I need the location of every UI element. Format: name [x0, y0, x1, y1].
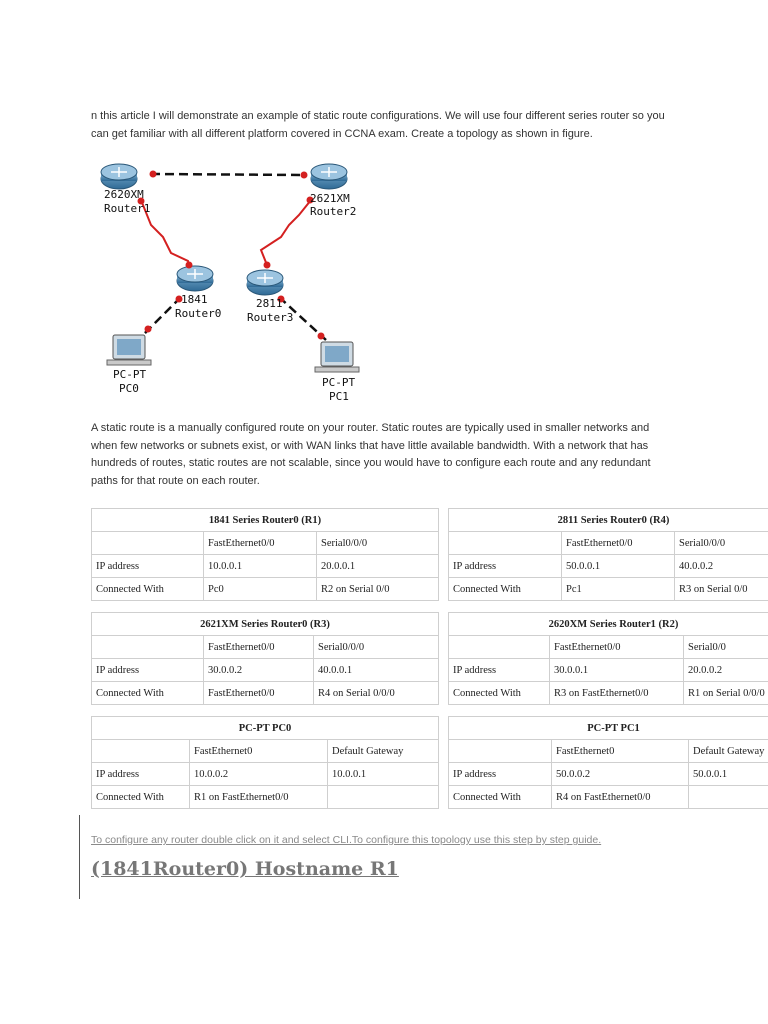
table-cell: R1 on FastEthernet0/0 [190, 786, 328, 809]
table-row [449, 659, 768, 682]
table-cell: IP address [449, 555, 562, 578]
table-r3 [91, 612, 439, 705]
pc0-name-label: PC0 [119, 382, 139, 395]
router1-model-label: 2620XM [104, 188, 144, 201]
table-r1 [91, 508, 439, 601]
pc0-type-label: PC-PT [113, 368, 147, 381]
table-title: PC-PT PC0 [92, 717, 439, 740]
column-header: FastEthernet0 [552, 740, 689, 763]
table-cell [328, 786, 439, 809]
table-cell [92, 532, 204, 555]
column-header: FastEthernet0 [190, 740, 328, 763]
router-icon [311, 164, 347, 189]
table-cell: 10.0.0.2 [190, 763, 328, 786]
table-r2 [448, 612, 768, 705]
table-title: PC-PT PC1 [449, 717, 768, 740]
column-header: FastEthernet0/0 [204, 636, 314, 659]
router1-name-label: Router1 [104, 202, 151, 215]
guide-link[interactable]: To configure any router double click on it and select CLI.To configure this topology use this step by step guide. [91, 834, 602, 846]
pc-icon [315, 342, 359, 372]
table-row [449, 786, 768, 809]
table-cell: IP address [449, 659, 550, 682]
pc1-type-label: PC-PT [322, 376, 356, 389]
table-cell: Connected With [92, 786, 190, 809]
router0-name-label: Router0 [175, 307, 222, 320]
quote-bar [79, 815, 80, 899]
table-cell: 50.0.0.1 [689, 763, 768, 786]
router-icon [247, 270, 283, 295]
table-cell: Connected With [92, 578, 204, 601]
table-cell: IP address [92, 659, 204, 682]
table-cell: IP address [449, 763, 552, 786]
table-row [449, 555, 768, 578]
table-cell: IP address [92, 763, 190, 786]
table-cell: 10.0.0.1 [328, 763, 439, 786]
column-header: FastEthernet0/0 [204, 532, 317, 555]
table-cell: Connected With [449, 578, 562, 601]
table-cell: R1 on Serial 0/0/0 [684, 682, 768, 705]
intro-paragraph: n this article I will demonstrate an example of static route configurations. We will use four different series router so you can get familiar with all different platform covered in CCNA exam. Create a topology as shown in figure. [91, 110, 665, 140]
table-cell [92, 636, 204, 659]
static-route-paragraph: A static route is a manually configured route on your router. Static routes are typically used in smaller networks and when few networks or subnets exist, or with WAN links that have little available bandwidth. With a network that has hundreds of routes, static routes are not scalable, since you would have to configure each route and any redundant paths for that route on each router. [91, 422, 651, 487]
table-r4 [448, 508, 768, 601]
table-cell: 20.0.0.1 [317, 555, 439, 578]
table-cell: FastEthernet0/0 [204, 682, 314, 705]
table-cell: 40.0.0.2 [675, 555, 768, 578]
column-header: Serial0/0/0 [317, 532, 439, 555]
column-header: FastEthernet0/0 [562, 532, 675, 555]
table-pc0 [91, 716, 439, 809]
table-pc1 [448, 716, 768, 809]
pc1-name-label: PC1 [329, 390, 349, 403]
table-cell: R4 on FastEthernet0/0 [552, 786, 689, 809]
table-title: 2811 Series Router0 (R4) [449, 509, 768, 532]
table-row [92, 659, 439, 682]
table-cell: R3 on Serial 0/0 [675, 578, 768, 601]
table-cell: 20.0.0.2 [684, 659, 768, 682]
table-cell: 30.0.0.2 [204, 659, 314, 682]
table-cell [449, 636, 550, 659]
router-icon [177, 266, 213, 291]
table-cell [449, 532, 562, 555]
table-row [449, 578, 768, 601]
table-cell: Connected With [449, 682, 550, 705]
table-cell: Pc0 [204, 578, 317, 601]
router-icon [101, 164, 137, 189]
table-cell: R4 on Serial 0/0/0 [314, 682, 439, 705]
column-header: FastEthernet0/0 [550, 636, 684, 659]
table-cell: 30.0.0.1 [550, 659, 684, 682]
table-row [92, 682, 439, 705]
table-cell [449, 740, 552, 763]
table-cell: 50.0.0.2 [552, 763, 689, 786]
table-cell: Connected With [92, 682, 204, 705]
table-cell: 40.0.0.1 [314, 659, 439, 682]
router2-name-label: Router2 [310, 205, 357, 218]
table-cell: R3 on FastEthernet0/0 [550, 682, 684, 705]
table-cell [689, 786, 768, 809]
router0-model-label: 1841 [181, 293, 208, 306]
table-row [92, 578, 439, 601]
pc-icon [107, 335, 151, 365]
column-header: Serial0/0/0 [675, 532, 768, 555]
section-heading-link[interactable]: (1841Router0) Hostname R1 [91, 858, 399, 880]
router3-model-label: 2811 [256, 297, 283, 310]
table-cell [92, 740, 190, 763]
table-cell: IP address [92, 555, 204, 578]
column-header: Serial0/0 [684, 636, 768, 659]
router3-name-label: Router3 [247, 311, 294, 324]
column-header: Default Gateway [328, 740, 439, 763]
router2-model-label: 2621XM [310, 192, 350, 205]
table-row [92, 555, 439, 578]
table-row [449, 682, 768, 705]
table-cell: R2 on Serial 0/0 [317, 578, 439, 601]
table-cell: 50.0.0.1 [562, 555, 675, 578]
table-title: 2621XM Series Router0 (R3) [92, 613, 439, 636]
column-header: Default Gateway [689, 740, 768, 763]
table-cell: Pc1 [562, 578, 675, 601]
table-title: 1841 Series Router0 (R1) [92, 509, 439, 532]
table-row [92, 763, 439, 786]
table-cell: 10.0.0.1 [204, 555, 317, 578]
ethernet-link-r1-r2 [151, 174, 306, 175]
table-cell: Connected With [449, 786, 552, 809]
table-row [92, 786, 439, 809]
network-topology-diagram [91, 155, 366, 410]
table-row [449, 763, 768, 786]
column-header: Serial0/0/0 [314, 636, 439, 659]
serial-link-r2-r3 [261, 200, 311, 265]
table-title: 2620XM Series Router1 (R2) [449, 613, 768, 636]
